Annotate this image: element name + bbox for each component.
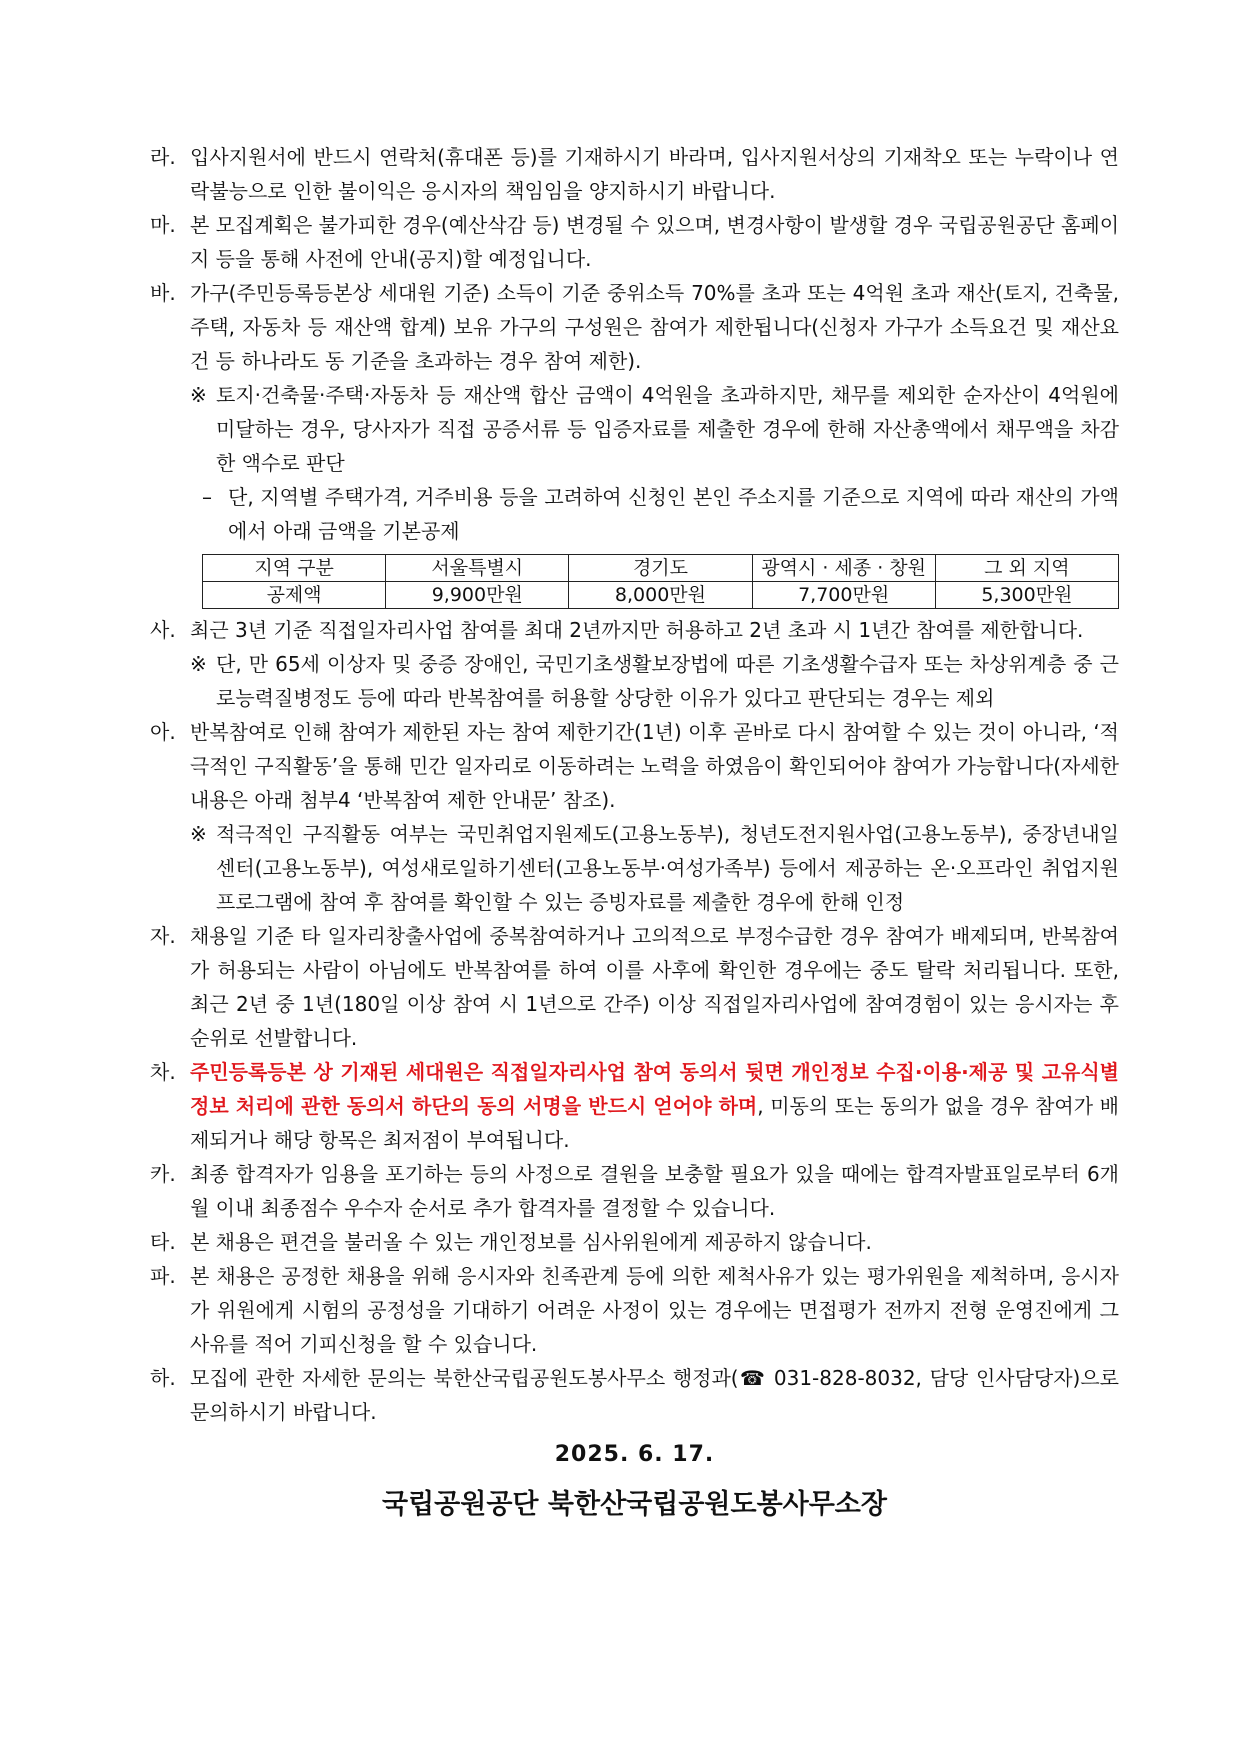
deduction-table (202, 554, 1119, 609)
note (190, 647, 1119, 715)
dash-note (202, 480, 1119, 548)
item-text: 본 모집계획은 불가피한 경우(예산삭감 등) 변경될 수 있으며, 변경사항이 발생할 경우 국립공원공단 홈페이지 등을 통해 사전에 안내(공지)할 예정입니다. (190, 213, 1120, 271)
item-marker: 자. (150, 924, 176, 948)
item-text: 모집에 관한 자세한 문의는 북한산국립공원도봉사무소 행정과(☎ 031-828-8032, 담당 인사담당자)으로 문의하시기 바랍니다. (190, 1366, 1119, 1424)
item-text: 가구(주민등록등본상 세대원 기준) 소득이 기준 중위소득 70%를 초과 또는 4억원 초과 재산(토지, 건축물, 주택, 자동차 등 재산액 합계) 보유 가구의 구성원은 참여가 제한됩니다(신청자 가구가 소득요건 및 재산요건 등 하나라도 동 기준을 초과하는 경우 참여 제한). (190, 281, 1119, 373)
item-text: 반복참여로 인해 참여가 제한된 자는 참여 제한기간(1년) 이후 곧바로 다시 참여할 수 있는 것이 아니라, ‘적극적인 구직활동’을 통해 민간 일자리로 이동하려는 노력을 하였음이 확인되어야 참여가 가능합니다(자세한 내용은 아래 첨부4 ‘반복참여 제한 안내문’ 참조). (190, 720, 1119, 812)
note (190, 378, 1119, 480)
table-cell: 7,700만원 (752, 582, 935, 609)
table-cell: 공제액 (203, 582, 386, 609)
table-header-cell: 경기도 (569, 555, 752, 582)
list-item (150, 1157, 1119, 1225)
note-text: 토지·건축물·주택·자동차 등 재산액 합산 금액이 4억원을 초과하지만, 채무를 제외한 순자산이 4억원에 미달하는 경우, 당사자가 직접 공증서류 등 입증자료를 제출한 경우에 한해 자산총액에서 채무액을 차감한 액수로 판단 (216, 383, 1119, 475)
list-item (150, 1259, 1119, 1361)
note-marker: ※ (190, 652, 207, 676)
table-header-cell: 지역 구분 (203, 555, 386, 582)
table-header-cell: 그 외 지역 (935, 555, 1118, 582)
list-item (150, 276, 1119, 378)
item-text: , 미동의 또는 동의가 없을 경우 참여가 배제되거나 해당 항목은 최저점이 부여됩니다. (190, 1094, 1119, 1152)
list-item (150, 208, 1119, 276)
dash-marker: – (202, 485, 212, 509)
table-cell: 5,300만원 (935, 582, 1118, 609)
table-cell: 9,900만원 (386, 582, 569, 609)
table-row (203, 582, 1119, 609)
table-header-cell: 서울특별시 (386, 555, 569, 582)
list-item (150, 715, 1119, 817)
note-text: 적극적인 구직활동 여부는 국민취업지원제도(고용노동부), 청년도전지원사업(고용노동부), 중장년내일센터(고용노동부), 여성새로일하기센터(고용노동부·여성가족부) 등에서 제공하는 온·오프라인 취업지원 프로그램에 참여 후 참여를 확인할 수 있는 증빙자료를 제출한 경우에 한해 인정 (216, 822, 1119, 914)
item-text: 최종 합격자가 임용을 포기하는 등의 사정으로 결원을 보충할 필요가 있을 때에는 합격자발표일로부터 6개월 이내 최종점수 우수자 순서로 추가 합격자를 결정할 수 있습니다. (190, 1162, 1119, 1220)
note (190, 817, 1119, 919)
item-marker: 바. (150, 281, 176, 305)
table-header-cell: 광역시 · 세종 · 창원 (752, 555, 935, 582)
item-text: 채용일 기준 타 일자리창출사업에 중복참여하거나 고의적으로 부정수급한 경우 참여가 배제되며, 반복참여가 허용되는 사람이 아님에도 반복참여를 하여 이를 사후에 확인한 경우에는 중도 탈락 처리됩니다. 또한, 최근 2년 중 1년(180일 이상 참여 시 1년으로 간주) 이상 직접일자리사업에 참여경험이 있는 응시자는 후순위로 선발합니다. (190, 924, 1119, 1050)
item-marker: 파. (150, 1264, 176, 1288)
item-marker: 사. (150, 618, 176, 642)
item-text: 최근 3년 기준 직접일자리사업 참여를 최대 2년까지만 허용하고 2년 초과 시 1년간 참여를 제한합니다. (190, 618, 1084, 642)
item-marker: 차. (150, 1060, 176, 1084)
item-marker: 타. (150, 1230, 176, 1254)
item-marker: 카. (150, 1162, 176, 1186)
item-text: 입사지원서에 반드시 연락처(휴대폰 등)를 기재하시기 바라며, 입사지원서상의 기재착오 또는 누락이나 연락불능으로 인한 불이익은 응시자의 책임임을 양지하시기 바랍니다. (190, 145, 1119, 203)
item-marker: 아. (150, 720, 176, 744)
table-cell: 8,000만원 (569, 582, 752, 609)
list-item (150, 613, 1119, 647)
list-item (150, 140, 1119, 208)
item-text: 본 채용은 편견을 불러올 수 있는 개인정보를 심사위원에게 제공하지 않습니다. (190, 1230, 872, 1254)
document-date: 2025. 6. 17. (554, 1442, 715, 1467)
note-marker: ※ (190, 383, 207, 407)
note-marker: ※ (190, 822, 207, 846)
list-item (150, 919, 1119, 1055)
item-text-group (190, 1055, 1119, 1157)
item-marker: 마. (150, 213, 176, 237)
note-text: 단, 만 65세 이상자 및 중증 장애인, 국민기초생활보장법에 따른 기초생활수급자 또는 차상위계층 중 근로능력질병정도 등에 따라 반복참여를 허용할 상당한 이유가 있다고 판단되는 경우는 제외 (216, 652, 1119, 710)
issuer-name: 국립공원공단 북한산국립공원도봉사무소장 (382, 1489, 887, 1520)
list-item (150, 1055, 1119, 1157)
list-item (150, 1361, 1119, 1429)
table-header-row (203, 555, 1119, 582)
list-item (150, 1225, 1119, 1259)
item-marker: 하. (150, 1366, 176, 1390)
emphasis-text: 주민등록등본 상 기재된 세대원은 직접일자리사업 참여 동의서 뒷면 개인정보 수집·이용·제공 및 고유식별정보 처리에 관한 동의서 하단의 동의 서명을 반드시 얻어야 하며 (190, 1060, 1119, 1118)
item-text: 본 채용은 공정한 채용을 위해 응시자와 친족관계 등에 의한 제척사유가 있는 평가위원을 제척하며, 응시자가 위원에게 시험의 공정성을 기대하기 어려운 사정이 있는 경우에는 면접평가 전까지 전형 운영진에게 그 사유를 적어 기피신청을 할 수 있습니다. (190, 1264, 1119, 1356)
item-marker: 라. (150, 145, 176, 169)
dash-text: 단, 지역별 주택가격, 거주비용 등을 고려하여 신청인 본인 주소지를 기준으로 지역에 따라 재산의 가액에서 아래 금액을 기본공제 (228, 485, 1119, 543)
